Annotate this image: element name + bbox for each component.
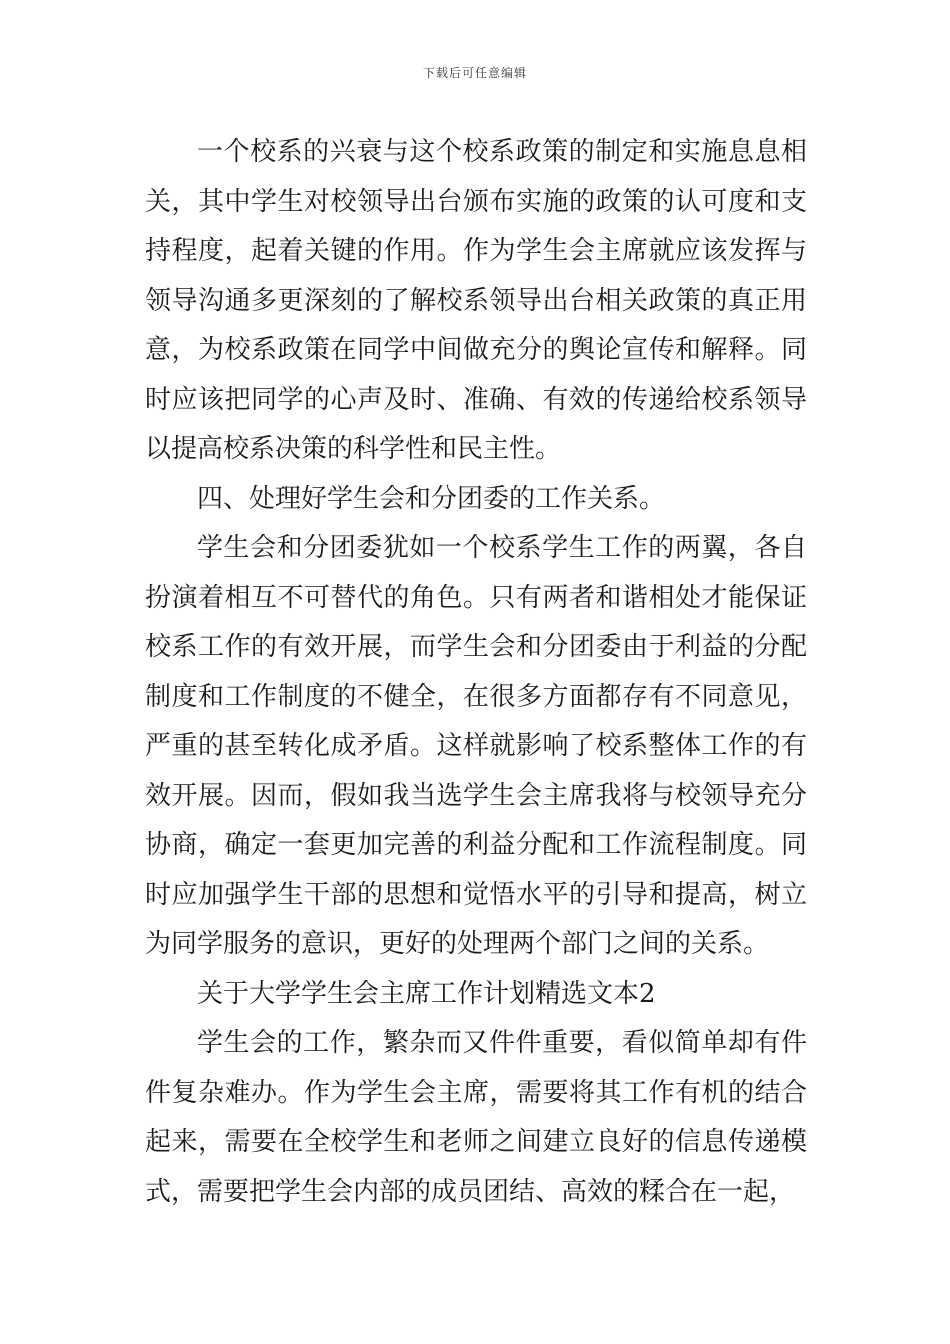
document-body bbox=[145, 128, 807, 1217]
paragraph-student-union-work: 学生会的工作，繁杂而又件件重要，看似简单却有件件复杂难办。作为学生会主席，需要将其工作有机的结合起来，需要在全校学生和老师之间建立良好的信息传递模式，需要把学生会内部的成员团结、高效的糅合在一起， bbox=[145, 1028, 807, 1207]
paragraph-policy: 一个校系的兴衰与这个校系政策的制定和实施息息相关，其中学生对校领导出台颁布实施的政策的认可度和支持程度，起着关键的作用。作为学生会主席就应该发挥与领导沟通多更深刻的了解校系领导出台相关政策的真正用意，为校系政策在同学中间做充分的舆论宣传和解释。同时应该把同学的心声及时、准确、有效的传递给校系领导以提高校系决策的科学性和民主性。 bbox=[145, 137, 807, 464]
section-heading-four: 四、处理好学生会和分团委的工作关系。 bbox=[197, 483, 666, 514]
page-header-note: 下载后可任意编辑 bbox=[422, 66, 527, 80]
section-title-text2: 关于大学学生会主席工作计划精选文本2 bbox=[197, 978, 656, 1009]
paragraph-relations: 学生会和分团委犹如一个校系学生工作的两翼，各自扮演着相互不可替代的角色。只有两者和谐相处才能保证校系工作的有效开展，而学生会和分团委由于利益的分配制度和工作制度的不健全，在很多方面都存有不同意见，严重的甚至转化成矛盾。这样就影响了校系整体工作的有效开展。因而，假如我当选学生会主席我将与校领导充分协商，确定一套更加完善的利益分配和工作流程制度。同时应加强学生干部的思想和觉悟水平的引导和提高，树立为同学服务的意识，更好的处理两个部门之间的关系。 bbox=[145, 533, 807, 959]
